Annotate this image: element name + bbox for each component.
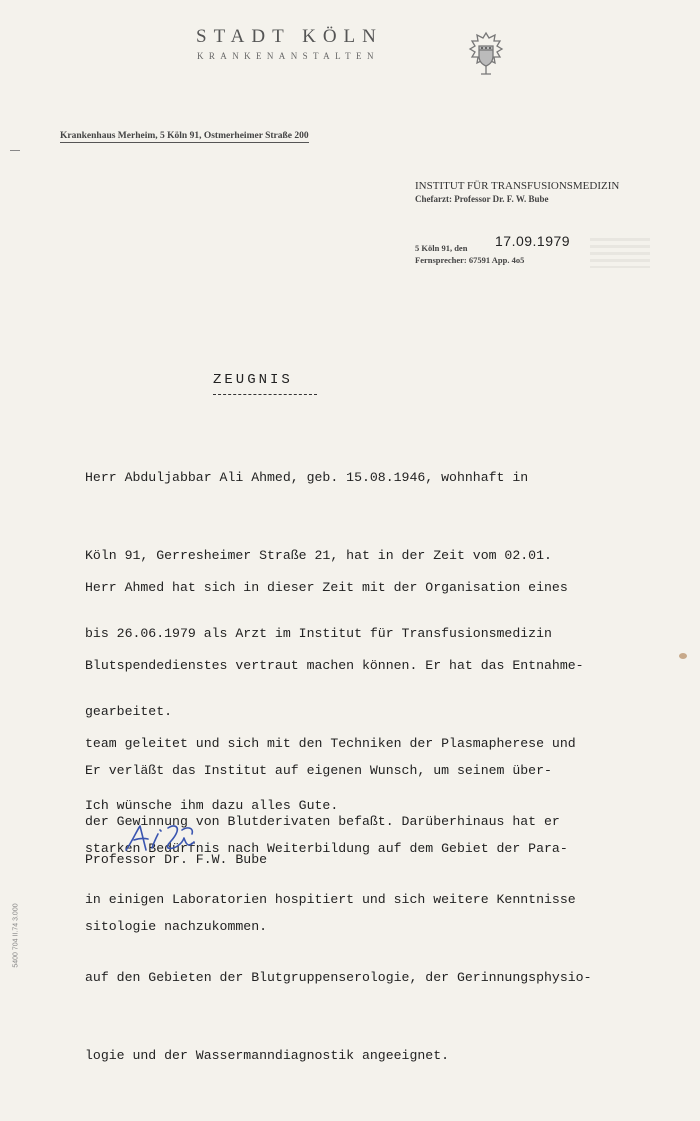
fold-mark: [10, 150, 20, 151]
text-line: Herr Abduljabbar Ali Ahmed, geb. 15.08.1946, wohnhaft in: [85, 470, 529, 485]
text-line: starken Bedürfnis nach Weiterbildung auf dem Gebiet der Para-: [85, 841, 568, 856]
text-line: logie und der Wassermanndiagnostik angeeignet.: [85, 1048, 450, 1063]
text-line: team geleitet und sich mit den Techniken der Plasmapherese und: [85, 736, 576, 751]
heading-underline: [213, 394, 317, 395]
form-code: 5400 704 II.74 3.000: [12, 903, 20, 968]
text-line: Herr Ahmed hat sich in dieser Zeit mit der Organisation eines: [85, 580, 568, 595]
department-subtitle: KRANKENANSTALTEN: [197, 51, 379, 61]
text-line: der Gewinnung von Blutderivaten befaßt. Darüberhinaus hat er: [85, 814, 560, 829]
return-address: Krankenhaus Merheim, 5 Köln 91, Ostmerheimer Straße 200: [60, 131, 309, 141]
cologne-crest-icon: [462, 30, 510, 78]
place-label: 5 Köln 91, den: [415, 243, 468, 253]
text-line: sitologie nachzukommen.: [85, 919, 268, 934]
text-line: in einigen Laboratorien hospitiert und sich weitere Kenntnisse: [85, 892, 576, 907]
phone-number: Fernsprecher: 67591 App. 4o5: [415, 255, 525, 265]
text-line: Blutspendedienstes vertraut machen können. Er hat das Entnahme-: [85, 658, 584, 673]
text-line: Köln 91, Gerresheimer Straße 21, hat in der Zeit vom 02.01.: [85, 548, 552, 563]
text-line: bis 26.06.1979 als Arzt im Institut für Transfusionsmedizin: [85, 626, 552, 641]
closing-line: Ich wünsche ihm dazu alles Gute.: [85, 798, 339, 813]
text-line: auf den Gebieten der Blutgruppenserologie, der Gerinnungsphysio-: [85, 970, 592, 985]
text-line: Er verläßt das Institut auf eigenen Wunsch, um seinem über-: [85, 763, 552, 778]
city-title: STADT KÖLN: [196, 26, 383, 47]
paper-stain: [679, 653, 687, 659]
institute-name: INSTITUT FÜR TRANSFUSIONSMEDIZIN: [415, 180, 620, 192]
letter-date: 17.09.1979: [495, 233, 571, 249]
text-line: gearbeitet.: [85, 704, 173, 719]
signatory-name: Professor Dr. F.W. Bube: [85, 852, 268, 867]
document-heading: ZEUGNIS: [213, 372, 293, 388]
show-through-mark: [590, 238, 650, 268]
chief-doctor: Chefarzt: Professor Dr. F. W. Bube: [415, 194, 549, 204]
